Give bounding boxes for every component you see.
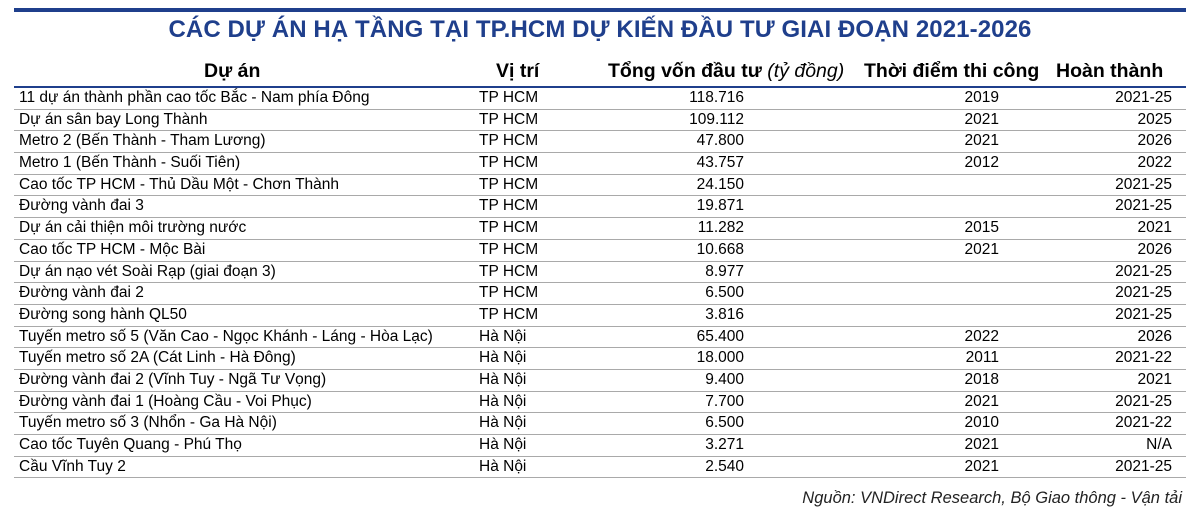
header-project: Dự án [204, 60, 261, 82]
project-completion: 2021-25 [1115, 175, 1172, 193]
project-name: Đường vành đai 3 [19, 197, 144, 215]
project-name: Cao tốc TP HCM - Thủ Dầu Một - Chơn Thành [19, 175, 340, 193]
project-capital: 109.112 [689, 110, 744, 128]
project-capital: 18.000 [696, 349, 744, 367]
table-row [14, 305, 1186, 327]
table-row [14, 218, 1186, 240]
project-completion: 2021-25 [1115, 89, 1172, 106]
project-completion: 2026 [1137, 327, 1172, 345]
project-location: TP HCM [479, 284, 539, 302]
project-capital: 6.500 [705, 414, 744, 432]
table-header [14, 58, 1186, 88]
project-location: Hà Nội [479, 349, 527, 367]
header-finish: Hoàn thành [1056, 60, 1164, 82]
project-capital: 3.271 [705, 436, 744, 453]
project-capital: 2.540 [705, 457, 744, 475]
project-location: TP HCM [479, 154, 539, 172]
project-location: Hà Nội [479, 457, 527, 475]
page-title: CÁC DỰ ÁN HẠ TẦNG TẠI TP.HCM DỰ KIẾN ĐẦU TƯ GIAI ĐOẠN 2021-2026 [168, 16, 1032, 43]
table-row [14, 392, 1186, 414]
project-completion: 2021 [1137, 219, 1172, 237]
project-name: 11 dự án thành phần cao tốc Bắc - Nam phía Đông [19, 89, 370, 106]
project-name: Tuyến metro số 5 (Văn Cao - Ngọc Khánh - Láng - Hòa Lạc) [19, 327, 433, 345]
project-capital: 43.757 [696, 154, 744, 172]
table-row [14, 262, 1186, 284]
project-start-year: 2012 [964, 154, 999, 172]
project-completion: 2026 [1137, 132, 1172, 150]
project-completion: 2021-22 [1115, 349, 1172, 367]
table-row [14, 370, 1186, 392]
project-completion: 2022 [1137, 154, 1172, 172]
project-capital: 3.816 [705, 305, 744, 323]
table-row [14, 110, 1186, 132]
project-completion: 2021-25 [1115, 262, 1172, 280]
project-completion: 2021-25 [1115, 392, 1172, 410]
project-capital: 19.871 [696, 197, 744, 215]
project-location: TP HCM [479, 197, 539, 215]
project-location: TP HCM [479, 89, 539, 106]
project-location: TP HCM [479, 262, 539, 280]
project-start-year: 2021 [964, 240, 999, 258]
table-row [14, 413, 1186, 435]
project-start-year: 2021 [964, 436, 999, 453]
project-completion: 2021-25 [1115, 197, 1172, 215]
project-name: Metro 1 (Bến Thành - Suối Tiên) [19, 154, 241, 172]
project-capital: 118.716 [689, 89, 744, 106]
project-completion: 2025 [1137, 110, 1172, 128]
project-capital: 7.700 [705, 392, 744, 410]
table-row [14, 153, 1186, 175]
header-capital-label: Tổng vốn đầu tư [608, 60, 762, 82]
project-completion: N/A [1146, 436, 1172, 453]
project-capital: 24.150 [696, 175, 744, 193]
project-location: Hà Nội [479, 370, 527, 388]
source-note: Nguồn: VNDirect Research, Bộ Giao thông - Vận tải [802, 489, 1182, 507]
top-rule [14, 8, 1186, 12]
header-location: Vị trí [496, 60, 540, 82]
project-start-year: 2011 [965, 349, 999, 367]
project-start-year: 2010 [964, 414, 999, 432]
project-start-year: 2021 [964, 132, 999, 150]
project-capital: 9.400 [705, 370, 744, 388]
project-name: Đường vành đai 1 (Hoàng Cầu - Voi Phục) [19, 392, 312, 410]
table-row [14, 88, 1186, 110]
table-row [14, 327, 1186, 349]
header-capital [608, 58, 844, 84]
project-location: TP HCM [479, 132, 539, 150]
table-row [14, 283, 1186, 305]
project-location: Hà Nội [479, 327, 527, 345]
project-capital: 6.500 [705, 284, 744, 302]
project-completion: 2021 [1137, 370, 1172, 388]
project-capital: 8.977 [705, 262, 744, 280]
project-start-year: 2021 [964, 110, 999, 128]
project-location: Hà Nội [479, 392, 527, 410]
project-location: TP HCM [479, 110, 539, 128]
project-start-year: 2015 [964, 219, 999, 237]
header-capital-unit: (tỷ đồng) [767, 60, 845, 82]
table-row [14, 175, 1186, 197]
project-capital: 10.668 [696, 240, 744, 258]
project-name: Tuyến metro số 2A (Cát Linh - Hà Đông) [19, 349, 296, 367]
project-name: Metro 2 (Bến Thành - Tham Lương) [19, 132, 266, 150]
project-location: TP HCM [479, 219, 539, 237]
project-completion: 2021-25 [1115, 305, 1172, 323]
table-row [14, 348, 1186, 370]
project-location: TP HCM [479, 175, 539, 193]
table-body [14, 88, 1186, 478]
project-name: Đường vành đai 2 [19, 284, 144, 302]
project-completion: 2021-25 [1115, 457, 1172, 475]
project-name: Dự án sân bay Long Thành [19, 110, 208, 128]
project-location: Hà Nội [479, 436, 527, 453]
projects-table [14, 58, 1186, 478]
project-completion: 2026 [1137, 240, 1172, 258]
project-name: Cầu Vĩnh Tuy 2 [19, 457, 126, 475]
project-location: Hà Nội [479, 414, 527, 432]
project-name: Dự án nạo vét Soài Rạp (giai đoạn 3) [19, 262, 276, 280]
project-capital: 65.400 [696, 327, 744, 345]
project-start-year: 2019 [964, 89, 999, 106]
table-row [14, 196, 1186, 218]
project-location: TP HCM [479, 305, 539, 323]
project-start-year: 2022 [964, 327, 999, 345]
project-capital: 47.800 [696, 132, 744, 150]
header-start: Thời điểm thi công [864, 60, 1040, 82]
table-row [14, 240, 1186, 262]
project-name: Đường song hành QL50 [19, 305, 187, 323]
table-row [14, 131, 1186, 153]
project-start-year: 2021 [964, 457, 999, 475]
project-name: Cao tốc TP HCM - Mộc Bài [19, 240, 206, 258]
project-completion: 2021-25 [1115, 284, 1172, 302]
project-name: Dự án cải thiện môi trường nước [19, 219, 247, 237]
project-name: Đường vành đai 2 (Vĩnh Tuy - Ngã Tư Vọng) [19, 370, 327, 388]
project-start-year: 2021 [964, 392, 999, 410]
table-row [14, 435, 1186, 457]
table-row [14, 457, 1186, 479]
project-name: Cao tốc Tuyên Quang - Phú Thọ [19, 436, 242, 453]
project-start-year: 2018 [964, 370, 999, 388]
project-completion: 2021-22 [1115, 414, 1172, 432]
project-name: Tuyến metro số 3 (Nhổn - Ga Hà Nội) [19, 414, 277, 432]
project-location: TP HCM [479, 240, 539, 258]
project-capital: 11.282 [697, 219, 744, 237]
